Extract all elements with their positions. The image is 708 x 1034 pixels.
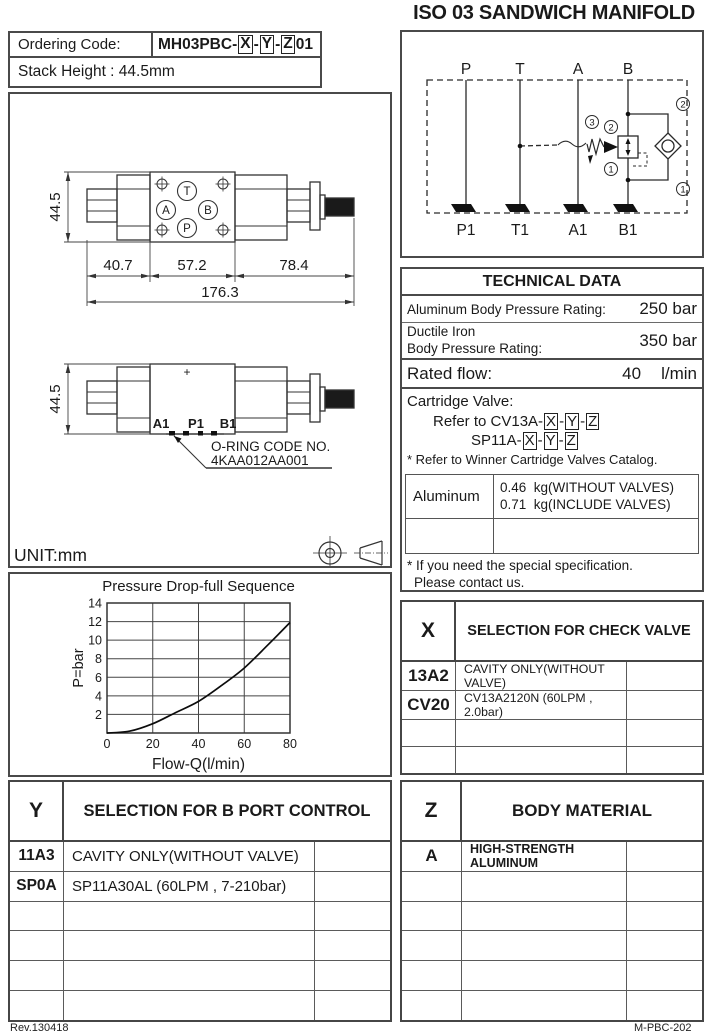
port-label-A1: A1 [568, 222, 588, 239]
table-row [402, 872, 702, 902]
weight-table [405, 474, 699, 554]
port-letter-A: A [162, 205, 170, 217]
selection-y-rows [10, 842, 390, 1020]
port-pad [613, 204, 638, 212]
y-tick-label: 4 [95, 689, 102, 704]
row-code-cell [10, 991, 64, 1020]
y-tick-label: 12 [88, 615, 102, 630]
check-valve-selection-table [400, 600, 704, 775]
row-extra-cell [314, 842, 390, 871]
projection-symbol [313, 536, 388, 566]
row-code-cell [402, 961, 462, 990]
row-extra-cell [314, 961, 390, 990]
pressure-drop-chart [10, 574, 390, 775]
ductile-label-line1: Ductile Iron [407, 323, 476, 339]
boxed-code-letter: X [240, 35, 251, 53]
row-extra-cell [626, 720, 702, 746]
row-extra-cell [314, 991, 390, 1020]
row-code-cell [402, 991, 462, 1020]
row-extra-cell [626, 902, 702, 931]
row-code-cell [10, 931, 64, 960]
table-row [402, 747, 702, 773]
pilot-wave [558, 141, 586, 147]
threaded-stub [325, 390, 354, 408]
technical-drawings-panel [8, 92, 392, 568]
port-label-B1: B1 [219, 416, 237, 431]
callout-2: 2 [608, 122, 614, 134]
selection-y-header: SELECTION FOR B PORT CONTROL [83, 801, 371, 820]
cartridge-valve-block [402, 389, 702, 450]
port-label-P1: P1 [456, 222, 476, 239]
dim-78-4: 78.4 [279, 257, 309, 274]
oring-note-line2: 4KAA012AA001 [211, 453, 309, 468]
poppet-arrow [604, 141, 618, 153]
port-letter-B: B [204, 205, 212, 217]
row-code-cell [402, 747, 456, 773]
drain-arrow [588, 155, 593, 164]
body-material-selection-table [400, 780, 704, 1022]
weight-without-valves: 0.46 kg(WITHOUT VALVES) [500, 480, 675, 496]
row-description-cell [456, 747, 626, 773]
rated-flow-unit: l/min [661, 363, 697, 383]
y-tick-label: 6 [95, 670, 102, 685]
selection-z-header: BODY MATERIAL [511, 801, 653, 820]
dim-57-2: 57.2 [177, 257, 207, 274]
row-extra-cell [314, 902, 390, 931]
port-pad [563, 204, 588, 212]
row-extra-cell [626, 842, 702, 871]
y-tick-label: 14 [88, 596, 102, 611]
threaded-stub [325, 198, 354, 216]
dim-height-side: 44.5 [47, 384, 64, 414]
code-text: SP11A- [471, 432, 522, 449]
unit-note: UNIT:mm [14, 545, 87, 565]
table-row [10, 991, 390, 1020]
rated-flow-row [402, 360, 702, 389]
check-valve-symbol [655, 133, 681, 159]
row-description-cell: HIGH-STRENGTH ALUMINUM [470, 842, 575, 871]
table-row [402, 842, 702, 872]
b-port-control-selection-table [8, 780, 392, 1022]
row-code-cell: SP0A [10, 872, 64, 901]
hydraulic-schematic [402, 32, 702, 256]
cartridge-line2 [407, 412, 697, 432]
dimension-lines [64, 364, 150, 434]
row-code-cell: A [402, 842, 462, 871]
row-description-cell: CAVITY ONLY(WITHOUT VALVE) [72, 847, 299, 865]
row-description-cell [64, 902, 314, 931]
table-row [10, 961, 390, 991]
ordering-code-box [8, 31, 322, 88]
pressure-drop-chart-panel [8, 572, 392, 777]
x-tick-label: 20 [145, 737, 160, 751]
row-description-cell [462, 961, 626, 990]
row-description-cell [64, 931, 314, 960]
port-label-T: T [515, 61, 525, 78]
catalog-note: * Refer to Winner Cartridge Valves Catalog. [407, 452, 658, 467]
code-text: - [253, 35, 259, 53]
row-code-cell [402, 720, 456, 746]
check-valve-branch [628, 114, 668, 133]
row-description-cell [456, 720, 626, 746]
selection-x-header: SELECTION FOR CHECK VALVE [467, 623, 691, 639]
port-label-A: A [572, 61, 584, 78]
row-extra-cell [314, 931, 390, 960]
boxed-code-letter: Y [567, 412, 578, 430]
port-label-T1: T1 [510, 222, 530, 239]
boxed-code-letter: X [546, 412, 557, 430]
row-extra-cell [626, 872, 702, 901]
boxed-code-letter: X [524, 432, 535, 449]
row-description-cell [64, 991, 314, 1020]
row-extra-cell [626, 961, 702, 990]
x-tick-label: 80 [283, 737, 297, 751]
row-description-cell [64, 961, 314, 990]
row-code-cell [402, 872, 462, 901]
selection-x-rows [402, 662, 702, 773]
port-label-P: P [460, 61, 472, 78]
port-letter-P: P [183, 223, 191, 235]
table-row [10, 902, 390, 932]
weight-include-valves: 0.71 kg(INCLUDE VALVES) [500, 496, 671, 512]
port-letter-T: T [183, 186, 191, 198]
x-tick-label: 60 [237, 737, 252, 751]
table-row [10, 872, 390, 902]
row-extra-cell [626, 662, 702, 690]
code-text: - [558, 432, 564, 449]
x-tick-label: 40 [191, 737, 206, 751]
boxed-code-letter: Z [588, 412, 598, 430]
hydraulic-schematic-panel [400, 30, 704, 258]
code-text: - [537, 432, 543, 449]
boxed-code-letter: Z [283, 35, 293, 53]
row-description-cell [462, 872, 626, 901]
row-code-cell [10, 902, 64, 931]
page-title: ISO 03 SANDWICH MANIFOLD [413, 2, 695, 24]
special-note [402, 554, 702, 592]
rated-flow-value: 40 [622, 363, 642, 383]
ductile-label-line2: Body Pressure Rating: [407, 340, 543, 356]
ductile-rating-row [402, 323, 702, 360]
code-text: Refer to CV13A- [433, 412, 544, 430]
row-description-cell [462, 902, 626, 931]
row-extra-cell [626, 991, 702, 1020]
port-pad [451, 204, 476, 212]
row-code-cell [10, 961, 64, 990]
x-tick-label: 0 [103, 737, 111, 751]
special-note-line2: Please contact us. [414, 574, 525, 590]
weight-row-aluminum [406, 475, 698, 519]
ordering-code-value [153, 33, 320, 56]
callout-2: 2 [680, 99, 686, 111]
table-row [10, 842, 390, 872]
chart-xlabel: Flow-Q(l/min) [152, 756, 245, 773]
code-text: - [275, 35, 281, 53]
row-description-cell: CV13A2120N (60LPM , 2.0bar) [464, 691, 593, 719]
table-row [402, 931, 702, 961]
selection-z-rows [402, 842, 702, 1020]
table-row [402, 691, 702, 720]
spring-symbol [587, 139, 604, 154]
aluminum-rating-value: 250 bar [639, 299, 697, 318]
document-number: M-PBC-202 [634, 1022, 692, 1034]
port-label-P1: P1 [188, 416, 204, 431]
row-code-cell [402, 931, 462, 960]
rated-flow-label: Rated flow: [407, 363, 493, 383]
oring-callout [166, 431, 332, 468]
row-description-cell: SP11A30AL (60LPM , 7-210bar) [72, 877, 287, 895]
dim-height: 44.5 [47, 192, 64, 222]
y-tick-label: 2 [95, 707, 102, 722]
revision-label: Rev.130418 [10, 1022, 69, 1034]
table-row [402, 902, 702, 932]
table-row [402, 991, 702, 1020]
row-code-cell: CV20 [402, 691, 456, 719]
technical-data-panel [400, 267, 704, 592]
callout-1: 1 [608, 164, 614, 176]
technical-data-header: TECHNICAL DATA [402, 269, 702, 296]
row-code-cell [402, 902, 462, 931]
stack-height-label: Stack Height : 44.5mm [18, 63, 175, 80]
row-extra-cell [626, 931, 702, 960]
table-row [402, 662, 702, 691]
selection-y-code: Y [10, 782, 64, 840]
row-code-cell: 13A2 [402, 662, 456, 690]
code-text: MH03PBC- [158, 35, 238, 53]
cartridge-line3 [407, 431, 697, 451]
code-text: 01 [295, 35, 313, 53]
table-row [10, 931, 390, 961]
plus-mark: + [183, 365, 191, 379]
cartridge-line1: Cartridge Valve: [407, 393, 514, 410]
boxed-code-letter: Y [545, 432, 556, 449]
row-description-cell [462, 991, 626, 1020]
port-label-A1: A1 [152, 416, 170, 431]
weight-row-empty [406, 519, 698, 553]
port-label-B: B [622, 61, 634, 78]
boxed-code-letter: Z [566, 432, 576, 449]
ordering-code-row [10, 33, 320, 58]
ductile-rating-value: 350 bar [639, 330, 697, 350]
dim-40-7: 40.7 [103, 257, 133, 274]
row-extra-cell [626, 747, 702, 773]
aluminum-rating-label: Aluminum Body Pressure Rating: [407, 301, 606, 317]
weight-material: Aluminum [406, 475, 494, 518]
row-code-cell: 11A3 [10, 842, 64, 871]
oring-note-line1: O-RING CODE NO. [211, 439, 331, 454]
table-row [402, 961, 702, 991]
special-note-line1: * If you need the special specification. [407, 558, 633, 573]
selection-z-code: Z [402, 782, 462, 840]
boxed-code-letter: Y [261, 35, 273, 53]
row-extra-cell [626, 691, 702, 719]
y-tick-label: 8 [95, 652, 102, 667]
ordering-code-label: Ordering Code: [10, 33, 153, 56]
row-extra-cell [314, 872, 390, 901]
chart-title: Pressure Drop-full Sequence [102, 578, 295, 595]
code-text: - [580, 412, 586, 430]
row-description-cell: CAVITY ONLY(WITHOUT VALVE) [464, 662, 605, 690]
table-row [402, 720, 702, 747]
callout-1: 1 [680, 184, 686, 196]
chart-ylabel: P=bar [71, 648, 87, 688]
selection-x-code: X [402, 602, 456, 660]
port-pad [505, 204, 530, 212]
pilot-line [520, 145, 558, 146]
technical-drawings [10, 94, 390, 566]
callout-3: 3 [589, 117, 595, 129]
row-description-cell [462, 931, 626, 960]
top-view-drawing [87, 172, 354, 242]
code-text: - [559, 412, 565, 430]
aluminum-rating-row [402, 296, 702, 323]
dim-total: 176.3 [201, 284, 239, 301]
y-tick-label: 10 [88, 633, 102, 648]
port-label-B1: B1 [618, 222, 638, 239]
